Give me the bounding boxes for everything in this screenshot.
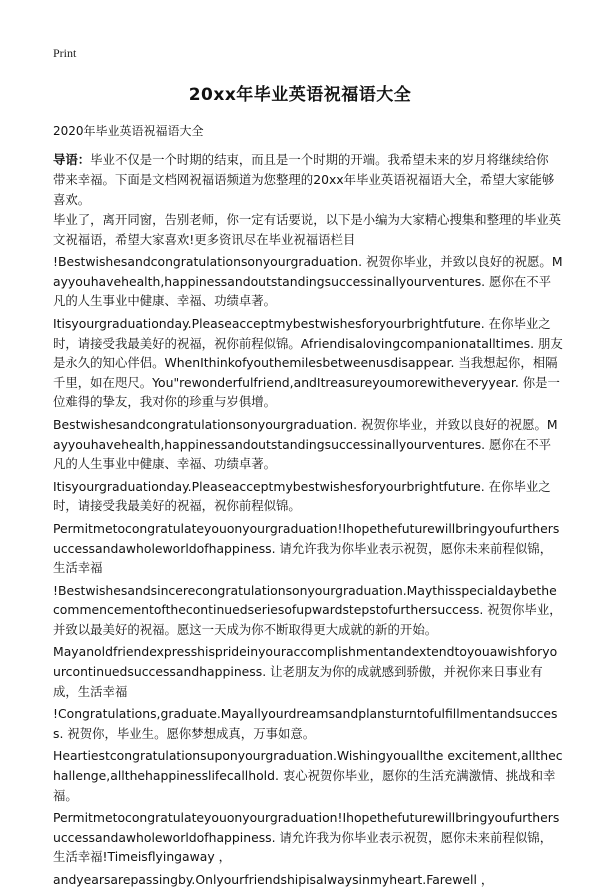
body-paragraph: Heartiestcongratulationsuponyourgraduation.Wishingyouallthe excitement,allthechallenge,allthehappinesslifecallhold. 衷心祝贺你毕业，愿你的生活充满激情、挑战和幸福。 [53, 748, 563, 803]
body-paragraph: Permitmetocongratulateyouonyourgraduation!Ihopethefuturewillbringyoufurthersuccessandawholeworldofhappiness. 请允许我为你毕业表示祝贺，愿你未来前程似锦，生活幸福 [53, 520, 560, 576]
body-paragraph: !Congratulations,graduate.Mayallyourdreamsandplansturntofulfillmentandsuccess. 祝贺你，毕业生。愿你梦想成真，万事如意。 [53, 706, 558, 741]
body-paragraph: !Bestwishesandcongratulationsonyourgraduation. 祝贺你毕业，并致以良好的祝愿。Mayyouhavehealth,happinessandoutstandingsuccessinallyourventures. 愿你在不平凡的人生事业中健康、幸福、功绩卓著。 [53, 254, 563, 309]
body-paragraph: 毕业了，离开同窗，告别老师，你一定有话要说，以下是小编为大家精心搜集和整理的毕业英文祝福语，希望大家喜欢!更多资讯尽在毕业祝福语栏目 [53, 212, 562, 247]
body-paragraph: Mayanoldfriendexpresshisprideinyouraccomplishmentandextendtoyouawishforyourcontinuedsuccessandhappiness. 让老朋友为你的成就感到骄傲，并祝你来日事业有成，生活幸福 [53, 644, 558, 699]
intro-text: 毕业不仅是一个时期的结束，而且是一个时期的开端。我希望未来的岁月将继续给你带来幸福。下面是文档网祝福语频道为您整理的20xx年毕业英语祝福语大全，希望大家能够喜欢。 [53, 152, 555, 207]
document-body [53, 210, 563, 893]
body-paragraph: Itisyourgraduationday.Pleaseacceptmybestwishesforyourbrightfuture. 在你毕业之时，请接受我最美好的祝福，祝你前程似锦。 [53, 478, 551, 514]
intro-paragraph [53, 150, 558, 210]
body-paragraph: Itisyourgraduationday.Pleaseacceptmybestwishesforyourbrightfuture. 在你毕业之时，请接受我最美好的祝福，祝你前程似锦。Afriendisalovingcompanionatalltimes. 朋友是永久的知心伴侣。WhenIthinkofyouthemilesbetweenusdisappear. 当我想起你，相隔千里，如在咫尺。You"rewonderfulfriend,andItreasureyoumorewitheveryyear. 你是一位难得的挚友，我对你的珍重与岁俱增。 [53, 315, 563, 410]
print-label[interactable]: Print [53, 46, 77, 60]
page-title: 20xx年毕业英语祝福语大全 [188, 85, 412, 105]
body-paragraph: Permitmetocongratulateyouonyourgraduation!Ihopethefuturewillbringyoufurthersuccessandawholeworldofhappiness. 请允许我为你毕业表示祝贺，愿你未来前程似锦，生活幸福!Timeisflyingaway ， [53, 810, 560, 865]
body-paragraph: Bestwishesandcongratulationsonyourgraduation. 祝贺你毕业，并致以良好的祝愿。Mayyouhavehealth,happinessandoutstandingsuccessinallyourventures. 愿你在不平凡的人生事业中健康、幸福、功绩卓著。 [53, 416, 558, 472]
body-paragraph: !Bestwishesandsincerecongratulationsonyourgraduation.Maythisspecialdaybethecommencementofthecontinuedseriesofupwardstepstofurthersuccess. 祝贺你毕业，并致以最美好的祝福。愿这一天成为你不断取得更大成就的新的开始。 [53, 582, 562, 637]
body-paragraph: andyearsarepassingby.Onlyourfriendshipisalwaysinmyheart.Farewell ， [53, 872, 494, 887]
document-subtitle: 2020年毕业英语祝福语大全 [53, 124, 204, 138]
intro-label: 导语： [53, 152, 91, 167]
